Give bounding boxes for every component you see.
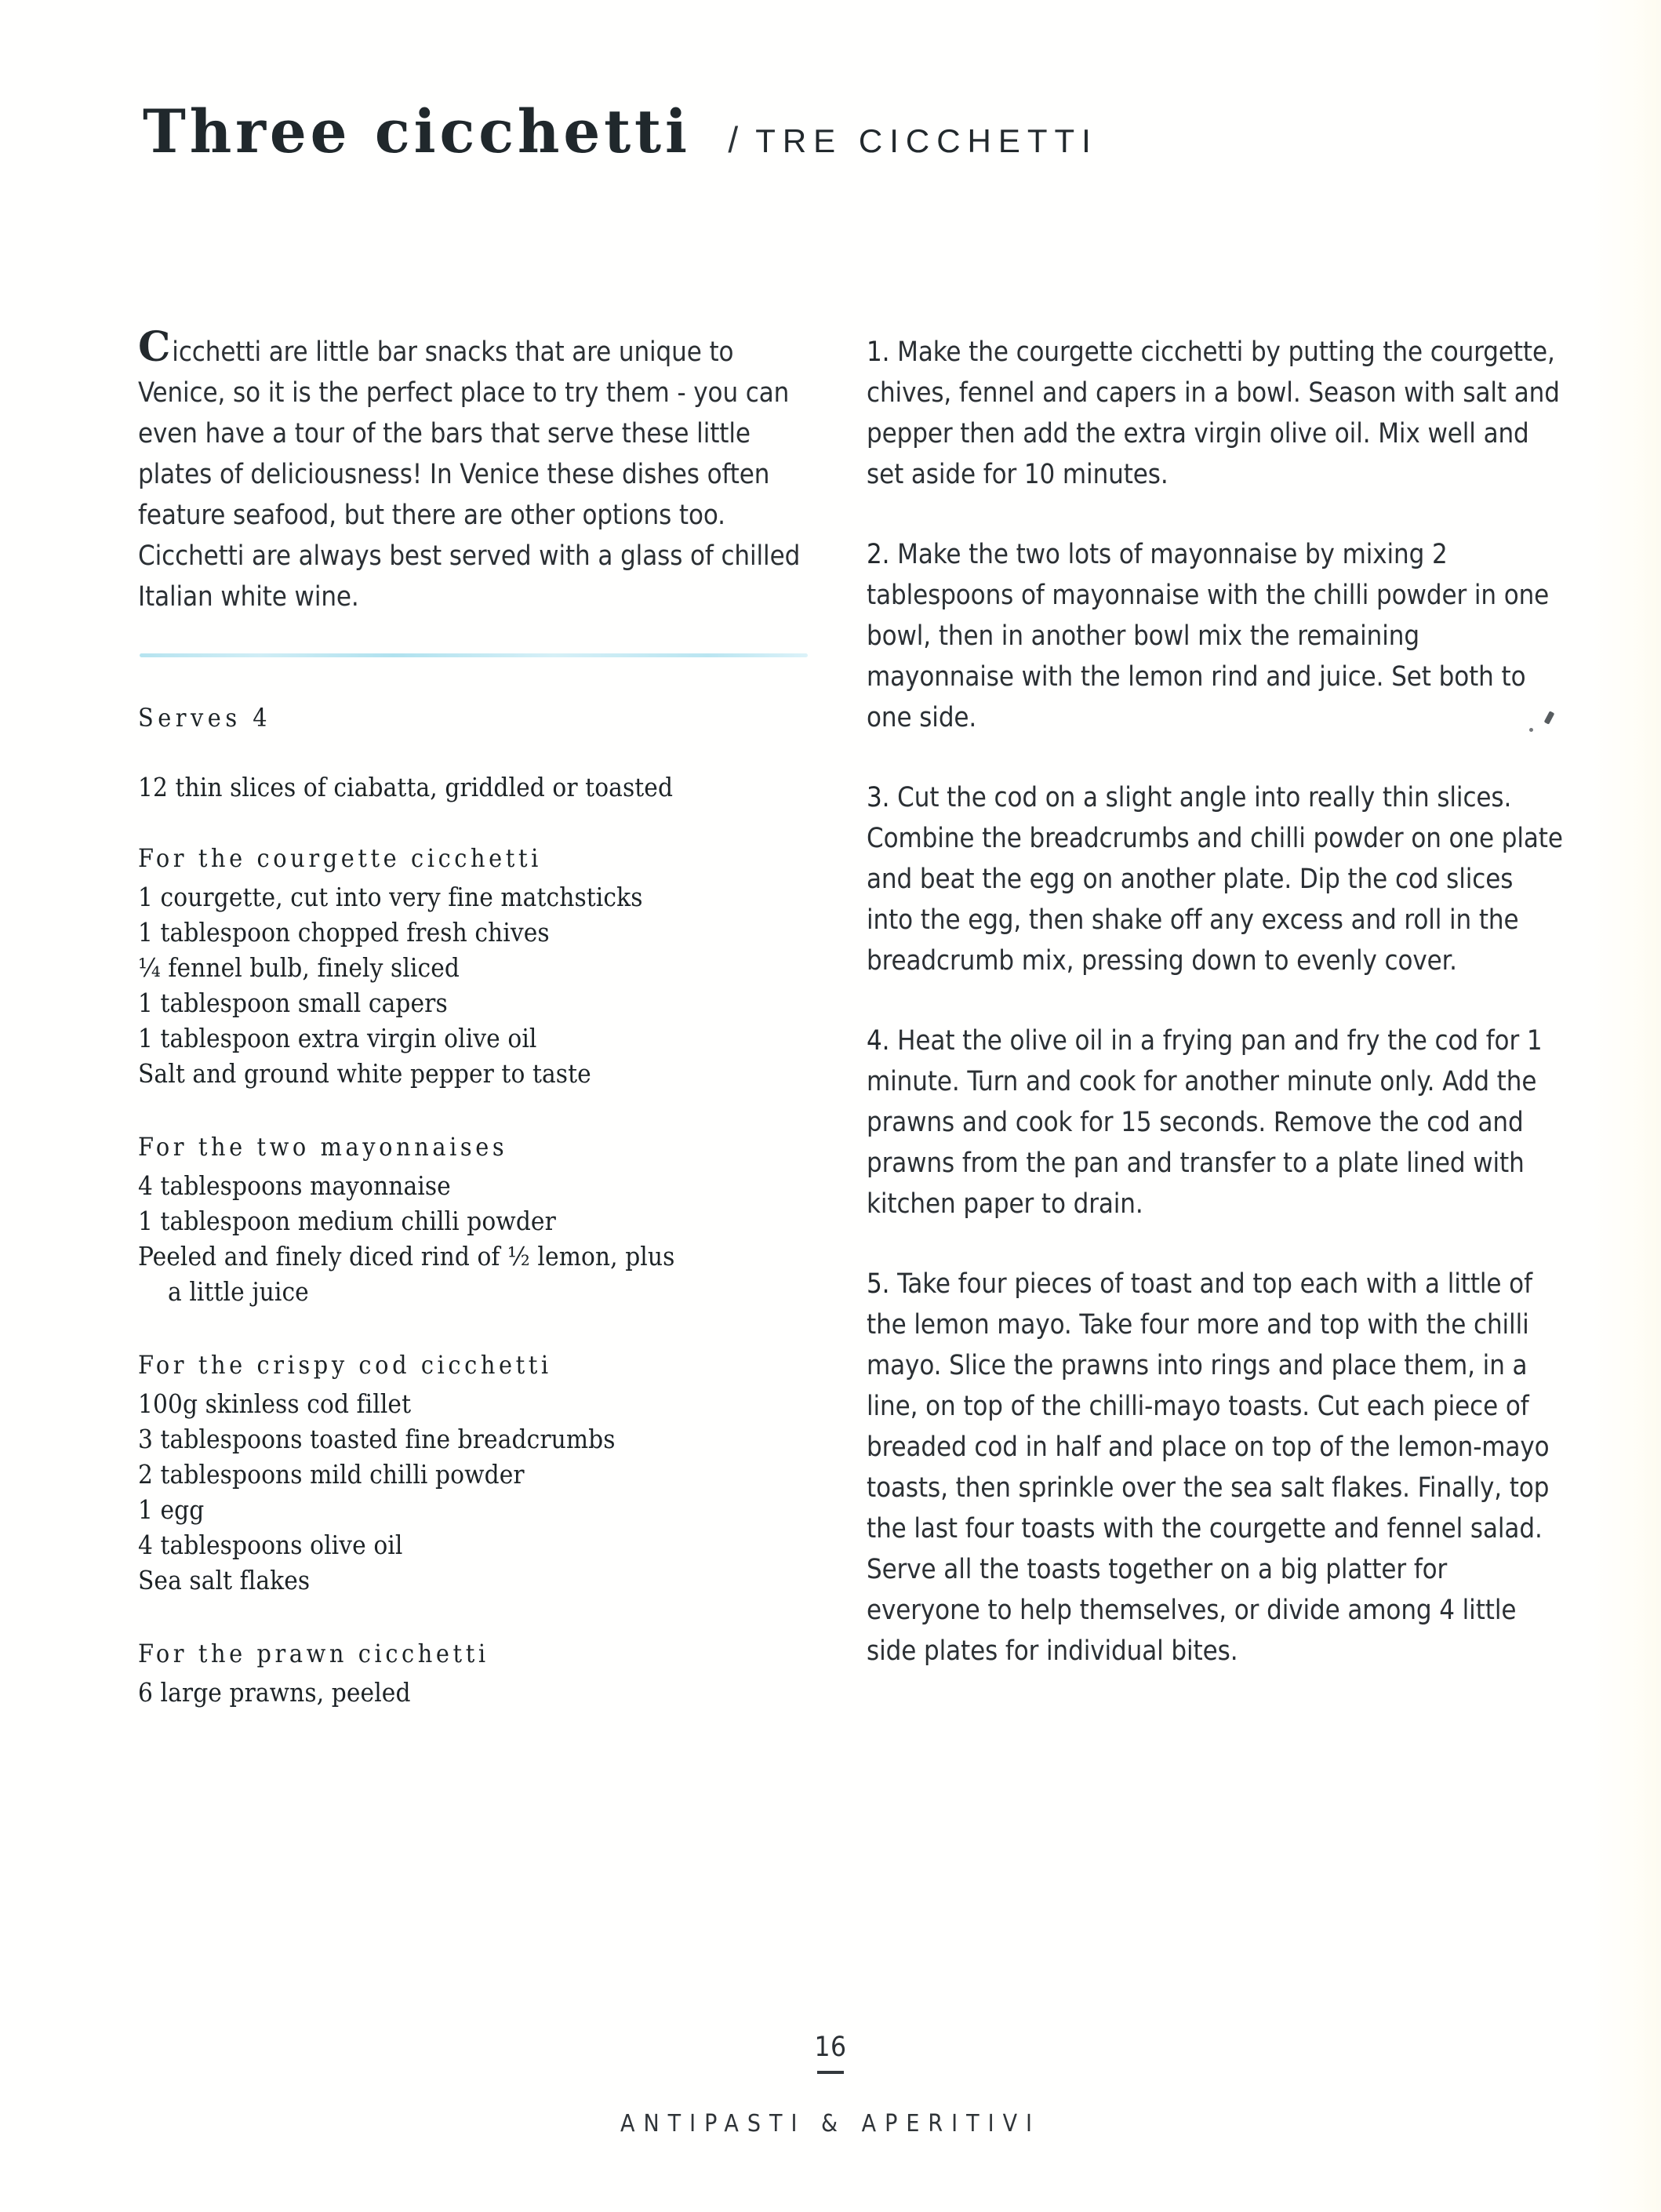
intro-text: icchetti are little bar snacks that are unique to Venice, so it is the perfect place to try them - you can even have a tour of the bars that serve these little plates of deliciousness! In Venice these dishes often feature seafood, but there are other options too. Cicchetti are always best served with a glass of chilled Italian white wine.: [138, 336, 801, 613]
running-footer: ANTIPASTI & APERITIVI: [620, 2110, 1041, 2137]
method-step: [867, 1021, 1565, 1224]
method-step: [867, 1264, 1565, 1672]
ingredient-item: 100g skinless cod fillet: [138, 1388, 412, 1419]
ingredient-item: 4 tablespoons mayonnaise: [138, 1170, 451, 1201]
ingredient-item: ¼ fennel bulb, finely sliced: [138, 951, 460, 983]
ingredient-item: 1 egg: [138, 1493, 205, 1525]
title-separator-slash: /: [728, 119, 739, 160]
page-edge-shading: [1590, 0, 1661, 2212]
method-step-text: Make the courgette cicchetti by putting the courgette, chives, fennel and capers in a bowl. Season with salt and pepper then add the extra virgin olive oil. Mix well and set aside for 10 minutes.: [867, 336, 1560, 490]
method-step-text: Cut the cod on a slight angle into really thin slices. Combine the breadcrumbs and chilli powder on one plate and beat the egg on another plate. Dip the cod slices into the egg, then shake off any excess and roll in the breadcrumb mix, pressing down to evenly cover.: [867, 781, 1563, 977]
method-step-text: Heat the olive oil in a frying pan and fry the cod for 1 minute. Turn and cook for another minute only. Add the prawns and cook for 15 seconds. Remove the cod and prawns from the pan and transfer to a plate lined with kitchen paper to drain.: [867, 1024, 1543, 1220]
scan-artifact-speck: [1529, 728, 1533, 732]
ingredient-item: 2 tablespoons mild chilli powder: [138, 1458, 525, 1490]
ingredient-item: 4 tablespoons olive oil: [138, 1529, 403, 1560]
serves-label: Serves 4: [138, 702, 272, 733]
ingredient-group: [138, 1350, 812, 1598]
ingredient-item: Peeled and finely diced rind of ½ lemon, plus: [138, 1240, 675, 1272]
section-divider: [140, 653, 808, 657]
method-step-text: Take four pieces of toast and top each with a little of the lemon mayo. Take four more and top with the chilli mayo. Slice the prawns into rings and place them, in a line, on top of the chilli-mayo toasts. Cut each piece of breaded cod in half and place on top of the lemon-mayo toasts, then sprinkle over the sea salt flakes. Finally, top the last four toasts with the courgette and fennel salad. Serve all the toasts together on a big platter for everyone to help themselves, or divide among 4 little side plates for individual bites.: [867, 1268, 1550, 1667]
ingredient-item: 1 tablespoon medium chilli powder: [138, 1205, 556, 1236]
folio: [0, 2032, 1661, 2074]
ingredient-item: 3 tablespoons toasted fine breadcrumbs: [138, 1423, 616, 1454]
ingredient-item: Salt and ground white pepper to taste: [138, 1057, 591, 1089]
method-step: [867, 332, 1565, 495]
lead-ingredient: 12 thin slices of ciabatta, griddled or toasted: [138, 771, 674, 802]
method-step-number: 4.: [867, 1024, 890, 1057]
right-column-method: [867, 304, 1565, 1672]
page-edge-line: [1656, 0, 1661, 2212]
scan-artifact-speck: [1544, 711, 1555, 724]
drop-cap: C: [138, 322, 171, 371]
ingredient-item: 6 large prawns, peeled: [138, 1676, 411, 1708]
ingredient-item: 1 courgette, cut into very fine matchsticks: [138, 881, 643, 912]
method-step-number: 2.: [867, 538, 890, 570]
method-step-number: 1.: [867, 336, 890, 368]
left-column: [138, 304, 812, 1710]
ingredient-item: 1 tablespoon chopped fresh chives: [138, 916, 550, 948]
page-number: 16: [814, 2032, 847, 2063]
ingredient-group: [138, 1132, 812, 1309]
ingredient-group-heading: For the courgette cicchetti: [138, 842, 542, 873]
method-step-text: Make the two lots of mayonnaise by mixing 2 tablespoons of mayonnaise with the chilli powder in one bowl, then in another bowl mix the remaining mayonnaise with the lemon rind and juice. Set both to one side.: [867, 538, 1550, 733]
ingredient-group: [138, 1639, 812, 1710]
ingredient-item: 1 tablespoon extra virgin olive oil: [138, 1022, 537, 1053]
page-title-italian: TRE CICCHETTI: [755, 122, 1098, 159]
ingredient-item: 1 tablespoon small capers: [138, 987, 448, 1018]
method-step: [867, 534, 1565, 738]
page-title-english: Three cicchetti: [143, 96, 691, 166]
intro-paragraph: [138, 322, 812, 617]
ingredient-group-heading: For the crispy cod cicchetti: [138, 1349, 552, 1380]
ingredient-item-continuation: a little juice: [168, 1275, 309, 1307]
ingredient-group-heading: For the two mayonnaises: [138, 1131, 508, 1162]
method-step: [867, 777, 1565, 981]
ingredient-group-heading: For the prawn cicchetti: [138, 1638, 489, 1668]
page-title: [143, 96, 1098, 166]
ingredient-item: Sea salt flakes: [138, 1564, 311, 1595]
folio-rule: [817, 2071, 844, 2074]
method-step-number: 5.: [867, 1268, 890, 1300]
ingredient-group: [138, 843, 812, 1091]
method-step-number: 3.: [867, 781, 890, 813]
